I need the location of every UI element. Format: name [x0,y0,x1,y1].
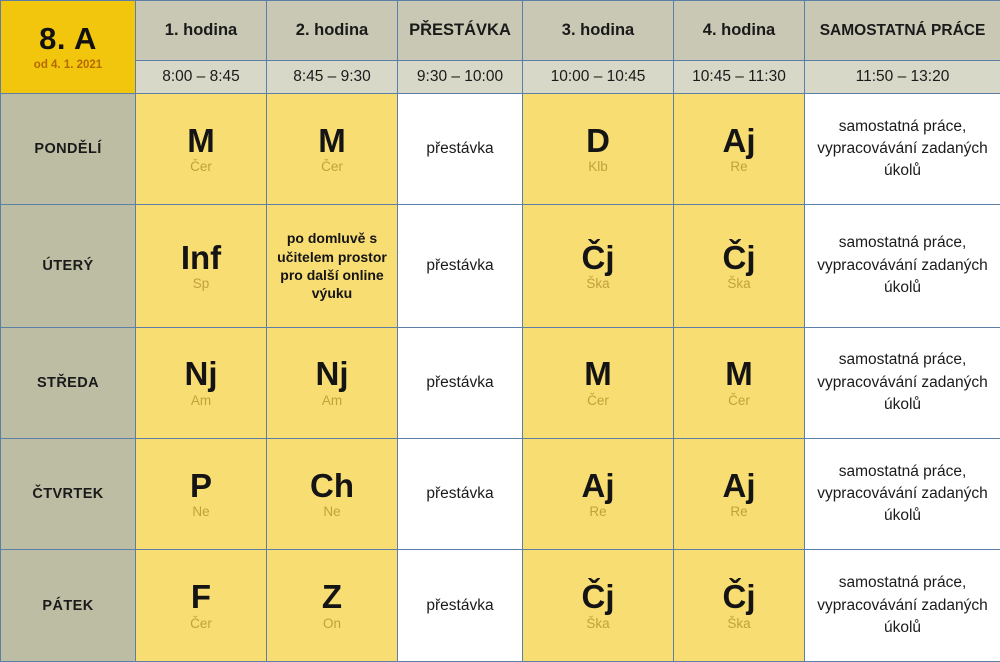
lesson-cell [674,327,805,438]
subject-teacher: Čer [190,615,212,631]
subject-teacher: Re [730,159,748,175]
lesson-cell [523,439,674,550]
lesson-cell [136,439,267,550]
subject-teacher: Čer [321,159,343,175]
lesson-header-1: 1. hodina [136,1,267,61]
independent-work-cell: samostatná práce, vypracovávání zadaných úkolů [805,327,1000,438]
header-row-times [1,61,1000,94]
lesson-cell [267,550,398,662]
valid-from-label: od 4. 1. 2021 [33,59,103,72]
subject-teacher: Sp [192,276,210,292]
subject-teacher: Čer [728,392,750,408]
subject-code: Aj [722,466,756,504]
lesson-header-2: 2. hodina [267,1,398,61]
independent-work-cell: samostatná práce, vypracovávání zadaných úkolů [805,94,1000,205]
subject-code: Čj [581,578,615,616]
subject-teacher: Ne [323,504,341,520]
day-label-monday: PONDĚLÍ [1,94,136,205]
independent-work-cell: samostatná práce, vypracovávání zadaných úkolů [805,205,1000,327]
subject-code: Nj [315,355,349,393]
subject-code: Aj [581,466,615,504]
header-row-lessons [1,1,1000,61]
lesson-cell [267,94,398,205]
subject-teacher: Ška [727,276,751,292]
day-label-friday: PÁTEK [1,550,136,662]
subject-code: Z [321,578,343,616]
lesson-cell [136,205,267,327]
table-row [1,327,1000,438]
break-cell: přestávka [398,327,523,438]
lesson-note-cell: po domluvě s učitelem prostor pro další online výuku [267,205,398,327]
lesson-cell [523,327,674,438]
lesson-cell [674,94,805,205]
table-row [1,439,1000,550]
lesson-cell [523,550,674,662]
independent-work-cell: samostatná práce, vypracovávání zadaných úkolů [805,550,1000,662]
subject-code: Čj [722,238,756,276]
subject-code: Čj [722,578,756,616]
class-name: 8. A [39,20,97,56]
table-row [1,205,1000,327]
subject-teacher: Ne [192,504,210,520]
lesson-time-1: 8:00 – 8:45 [136,61,267,94]
independent-work-cell: samostatná práce, vypracovávání zadaných úkolů [805,439,1000,550]
lesson-time-3: 10:00 – 10:45 [523,61,674,94]
subject-code: D [586,121,610,159]
class-corner-cell [1,1,136,94]
subject-code: Čj [581,238,615,276]
lesson-time-break: 9:30 – 10:00 [398,61,523,94]
subject-teacher: Am [321,392,343,408]
subject-code: M [725,355,753,393]
break-cell: přestávka [398,439,523,550]
subject-teacher: On [322,615,341,631]
subject-code: M [187,121,215,159]
subject-teacher: Čer [587,392,609,408]
subject-teacher: Čer [190,159,212,175]
subject-code: Aj [722,121,756,159]
day-label-wednesday: STŘEDA [1,327,136,438]
subject-teacher: Re [730,504,748,520]
subject-teacher: Ška [586,615,610,631]
lesson-time-2: 8:45 – 9:30 [267,61,398,94]
lesson-cell [674,205,805,327]
day-label-thursday: ČTVRTEK [1,439,136,550]
lesson-cell [136,94,267,205]
subject-teacher: Ška [727,615,751,631]
lesson-time-independent: 11:50 – 13:20 [805,61,1000,94]
table-row [1,94,1000,205]
subject-teacher: Re [589,504,607,520]
lesson-cell [523,94,674,205]
lesson-cell [267,327,398,438]
lesson-header-3: 3. hodina [523,1,674,61]
subject-teacher: Am [190,392,212,408]
lesson-cell [267,439,398,550]
lesson-cell [136,550,267,662]
lesson-header-4: 4. hodina [674,1,805,61]
subject-code: Inf [180,238,222,276]
subject-code: P [189,466,212,504]
lesson-cell [674,550,805,662]
subject-code: F [190,578,212,616]
table-row [1,550,1000,662]
day-label-tuesday: ÚTERÝ [1,205,136,327]
lesson-time-4: 10:45 – 11:30 [674,61,805,94]
lesson-cell [674,439,805,550]
subject-code: Nj [184,355,218,393]
subject-teacher: Klb [588,159,608,175]
subject-code: M [318,121,346,159]
subject-code: Ch [310,466,354,504]
subject-teacher: Ška [586,276,610,292]
break-cell: přestávka [398,94,523,205]
break-cell: přestávka [398,205,523,327]
subject-code: M [584,355,612,393]
lesson-header-independent: SAMOSTATNÁ PRÁCE [805,1,1000,61]
break-cell: přestávka [398,550,523,662]
lesson-header-break: PŘESTÁVKA [398,1,523,61]
lesson-cell [136,327,267,438]
lesson-cell [523,205,674,327]
